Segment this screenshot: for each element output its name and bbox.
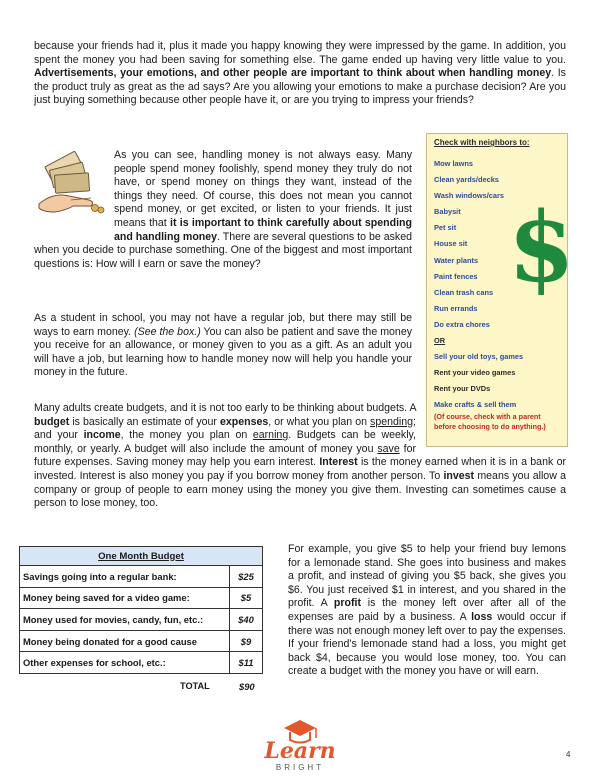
text: As you can see, handling money is not always easy. Many people spend money foolishly, spend money they truly do not have, or spend money on things they want, instead of the things they need. Of course, this does not mean you cannot spend money, or get excited, or listen to your friends. It just means that bbox=[114, 149, 412, 229]
budget-row-amount: $5 bbox=[230, 587, 263, 609]
budget-row bbox=[20, 566, 263, 588]
text: is the money earned when it is in a bank or invested. Interest is also money you pay if you borrow money from another person. To bbox=[34, 456, 566, 482]
budget-row-amount: $25 bbox=[230, 566, 263, 588]
text: For example, you give $5 to help your friend buy lemons for a lemonade stand. She goes into business and makes a profit, and instead of giving you $5 back, she gives you $6. You just received $1 in interest, and you shared in the profit. A bbox=[288, 543, 566, 610]
budget-row bbox=[20, 630, 263, 652]
neighbors-item: Pet sit bbox=[434, 223, 457, 233]
neighbors-item: House sit bbox=[434, 239, 468, 249]
dollar-sign-icon: $ bbox=[508, 191, 575, 304]
image-float-spacer bbox=[34, 149, 114, 231]
budget-table bbox=[19, 546, 263, 674]
neighbors-item: Paint fences bbox=[434, 271, 478, 281]
emphasis: loss bbox=[471, 610, 493, 623]
emphasis: income bbox=[83, 429, 121, 442]
underlined-text: spending bbox=[370, 415, 414, 428]
neighbors-item: Make crafts & sell them bbox=[434, 400, 517, 410]
emphasis: it is important to think carefully about spending and handling money bbox=[114, 216, 412, 243]
text: . Is the product truly as great as the ad says? Are you allowing your emotions to make a purchase decision? Are you just buying something because other people have it, or are you trying to impress your friends? bbox=[34, 67, 566, 107]
text: is basically an estimate of your bbox=[69, 415, 220, 428]
neighbors-item: Water plants bbox=[434, 255, 479, 265]
underlined-text: save bbox=[377, 442, 400, 455]
neighbors-item: Mow lawns bbox=[434, 159, 474, 168]
text: , the money you plan on bbox=[120, 429, 253, 442]
text: You can also be patient and save the money you receive for an allowance, or money given to you as a gift. As an adult you will have a job, but learning how to handle money now will help you handle your money in the future. bbox=[34, 325, 413, 379]
neighbors-item: Babysit bbox=[434, 207, 461, 217]
budget-row-label: Money used for movies, candy, fun, etc.: bbox=[20, 609, 230, 631]
emphasis: invest bbox=[443, 469, 475, 482]
budget-total-value: $90 bbox=[239, 681, 255, 692]
text: , or what you plan on bbox=[268, 415, 371, 428]
budget-total-label: TOTAL bbox=[180, 681, 210, 691]
budget-table-header bbox=[20, 547, 263, 566]
text: ; and your bbox=[34, 415, 416, 442]
emphasis: Interest bbox=[319, 456, 358, 469]
emphasis: budget bbox=[34, 415, 70, 428]
text: . There are several questions to be asked when you decide to purchase something. One of the biggest and most important questions is: How will I earn or save the money? bbox=[34, 230, 412, 270]
budget-row-label: Other expenses for school, etc.: bbox=[20, 652, 230, 674]
handling-money-paragraph bbox=[34, 149, 412, 271]
italic-text: (See the box.) bbox=[134, 325, 201, 338]
logo-word: Learn bbox=[264, 738, 336, 764]
text: would occur if there was not enough money left over to pay the expenses. If your friend's lemonade stand had a loss, you might get back $4, because you would lose money, too. You can create a budget with the money you have or will earn. bbox=[288, 610, 566, 678]
neighbors-item: Clean trash cans bbox=[434, 287, 494, 297]
neighbors-item: Rent your video games bbox=[434, 368, 516, 378]
intro-paragraph bbox=[34, 40, 566, 108]
emphasis: profit bbox=[333, 597, 361, 610]
text: for future expenses. Saving money may help you earn interest. bbox=[34, 442, 416, 469]
neighbors-item: Wash windows/cars bbox=[434, 191, 504, 201]
budget-rows bbox=[20, 566, 263, 674]
neighbors-item: Run errands bbox=[434, 303, 478, 313]
logo-mark-icon bbox=[238, 718, 362, 774]
text: Many adults create budgets, and it is not too early to be thinking about budgets. A bbox=[34, 402, 416, 414]
neighbors-item: Clean yards/decks bbox=[434, 175, 499, 185]
neighbors-note: (Of course, check with a parent before choosing to do anything.) bbox=[434, 412, 546, 431]
student-paragraph bbox=[34, 312, 412, 380]
neighbors-item: Do extra chores bbox=[434, 319, 490, 329]
example-paragraph bbox=[288, 543, 566, 679]
budget-row-amount: $40 bbox=[230, 609, 263, 631]
text: is the money left over after all of the expenses are paid by a business. A bbox=[288, 597, 567, 623]
text: . Budgets can be weekly, monthly, or yearly. A budget will also include the amount of money you bbox=[34, 429, 416, 455]
budget-row bbox=[20, 609, 263, 631]
page-number: 4 bbox=[566, 750, 571, 759]
budget-row bbox=[20, 652, 263, 674]
emphasis: Advertisements, your emotions, and other people are important to think about when handling money bbox=[34, 67, 552, 80]
budget-row-label: Money being saved for a video game: bbox=[20, 587, 230, 609]
text: because your friends had it, plus it made you happy knowing they were impressed by the game. In addition, you spent the money you had been saving for something else. The game ended up having very little value to you. bbox=[34, 40, 566, 66]
logo-sub: BRIGHT bbox=[275, 763, 325, 772]
neighbors-item: OR bbox=[434, 336, 446, 346]
budget-row-amount: $9 bbox=[230, 630, 263, 652]
neighbors-box-title: Check with neighbors to: bbox=[434, 138, 530, 147]
budget-table-title: One Month Budget bbox=[20, 547, 263, 566]
learn-bright-logo bbox=[238, 718, 362, 774]
budget-row-label: Money being donated for a good cause bbox=[20, 630, 230, 652]
neighbors-item: Sell your old toys, games bbox=[434, 352, 524, 362]
text: As a student in school, you may not have a regular job, but there may still be ways to earn money. bbox=[34, 312, 412, 338]
budget-row bbox=[20, 587, 263, 609]
budget-row-label: Savings going into a regular bank: bbox=[20, 566, 230, 588]
budget-row-amount: $11 bbox=[230, 652, 263, 674]
text: means you allow a company or group of people to earn money using the money you give them. Investing can sometimes cause a person to lose money, too. bbox=[34, 469, 566, 510]
underlined-text: earning bbox=[252, 429, 289, 442]
neighbors-item: Rent your DVDs bbox=[434, 384, 491, 394]
emphasis: expenses bbox=[219, 415, 269, 428]
